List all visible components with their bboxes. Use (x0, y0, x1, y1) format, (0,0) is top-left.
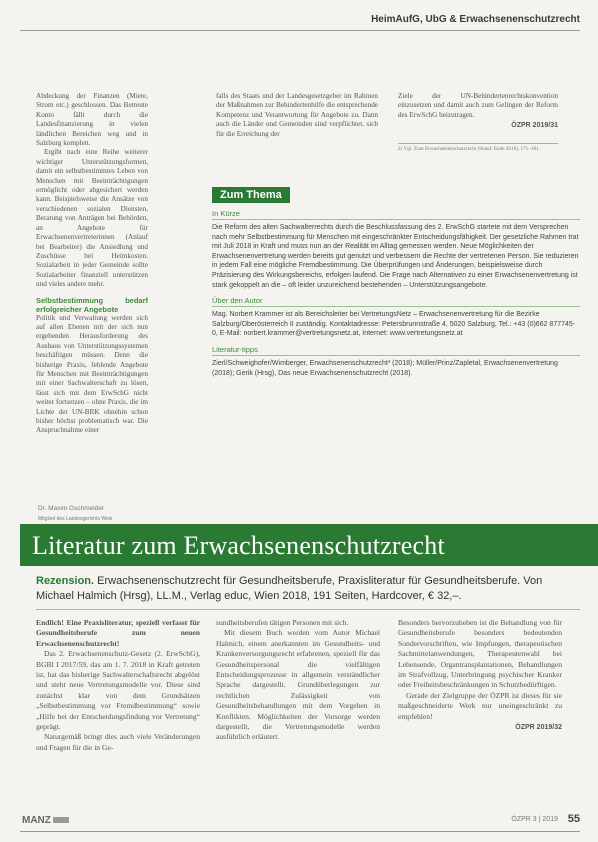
literatur-text: Zierl/Schweighofer/Wimberger, Erwachsenenschutzrecht³ (2018); Müller/Prinz/Zapletal, Erwachsenenvertretung (2018); Gerik (Hrsg), Das neue Erwachsenenschutzrecht (2018). (212, 359, 558, 377)
review-signature: ÖZPR 2019/32 (515, 724, 562, 732)
section-heading: Selbstbestimmung bedarf erfolgreicher Angebote (36, 295, 148, 314)
zum-thema-box (212, 185, 580, 463)
rezension-lead: Rezension. (36, 575, 95, 587)
section-banner (20, 524, 598, 566)
running-header-title: HeimAufG, UbG & Erwachsenenschutzrecht (371, 14, 580, 25)
paragraph: Ergibt nach eine Reihe weiterer wichtiger Unterstützungsformen, damit ein selbstbestimmtes Leben von Menschen mit Beeinträchtigungen ermöglicht oder abgesichert werden kann. Beispielsweise die Ansätze von verschiedenen sozialen Diensten, Beratung von Anträgen bei Behörden, an Angebote für Erwachsenenvertreterinnen (Anlauf bei Bearbeiter) die Ansiedlung und Zuschüsse bei Heimkosten. Sozialarbeit in jeder Gemeinde sollte Sozialarbeiter finanziell unterstützen und vieles andere mehr. (36, 148, 148, 289)
journal-issue: ÖZPR 3 | 2019 (511, 816, 558, 823)
publisher-name: MANZ (22, 815, 51, 826)
rezension-rule (36, 609, 580, 610)
zum-thema-label: Zum Thema (212, 187, 290, 203)
footer-rule (20, 831, 580, 832)
paragraph: sundheitsberufen tätigen Personen mit sich. (216, 618, 349, 627)
review-column-3 (398, 618, 562, 731)
author-role: Mitglied des Landesgerichts Wels (38, 516, 113, 522)
paragraph: Besonders hervorzuheben ist die Behandlung von für Gesundheitsberufe besonders bedeutenden Sondervorschriften, wie Impfungen, therapeutischen Sachmittelanwendungen, Therapeutenwahl bei Lebensende, Organtransplantationen, Behandlungen im Strafvollzug, Unterbringung psychischer Kranker oder Freiheitsbeschränkungen in Schutzbedürftigen. (398, 618, 562, 690)
article-signature: ÖZPR 2019/31 (511, 122, 558, 130)
paragraph: Das 2. Erwachsenenschutz-Gesetz (2. ErwSchG), BGBl I 2017/59, das am 1. 7. 2018 in Kraft getreten ist, hat das bisherige Sachwalterschaftsrecht abgelöst und steht neue Vertretungsmodelle vor. Diese sind zunächst klar von dem Grundsätzen „Selbstbestimmung vor Fremdbestimmung“ sowie „Hilfe bei der Entscheidungsfindung vor Vertretung“ geprägt. (36, 649, 200, 732)
publisher-logo (22, 815, 69, 826)
paragraph: Mit diesem Buch werden vom Autor Michael Halmich, einem anerkannten im Gesundheits- und Krankenversorgungsrecht erfahrenen, speziell für das Gesundheitspersonal die vielfältigen Entscheidungsprozesse in allgemein verständlicher Sprache dargestellt. Grundüberlegungen zur rechtlichen Zulässigkeit von Gesundheitsbehandlungen mit dem Vorgehen in Konflikten. Möglichkeiten der Vorsorge werden dargestellt, die Vertretungsmodelle werden ausführlich erläutert. (216, 628, 380, 742)
paragraph: Abdeckung der Finanzen (Miete, Strom etc.) geschlossen. Das Betreute Konto fällt durch die Landesfinanzierung in vielen ländlichen Bereichen weg und in Salzburg komplett. (36, 92, 148, 148)
in-kuerze-heading: In Kürze (212, 209, 580, 220)
author-name: Dr. Maxim Gschmeider (38, 505, 105, 512)
paragraph: falls des Staats und der Landesgesetzgeber im Rahmen der Maßnahmen zur Behindertenhilfe die entsprechende Kompetenz und Verantwortung für Angebote zu. Dann auch die Länder und Gemeinden sind verpflichtet, sich für die Erreichung der (216, 92, 378, 138)
rezension-heading (36, 574, 576, 603)
page-number: 55 (567, 813, 580, 825)
in-kuerze-text: Die Reform des alten Sachwalterrechts durch die Beschlussfassung des 2. ErwSchG startete mit dem Versprechen nach mehr Selbstbestimmung für Menschen mit eingeschränkter Entscheidungsfähigkeit. Der gesetzliche Rahmen trat mit Juli 2018 in Kraft und muss nun an der Realität im Alltag gemessen werden. Neue Möglichkeiten der Erwachsenenvertretung werden bereits gut genutzt und verbessern die Rechte der vertretenen Person. Sie reduzieren in jedem Fall eine mögliche Fremdbestimmung. Die Überprüfungen und Änderungen, beispielsweise durch Präzisierung des Wirkungsbereichs, erfolgen laufend. Die Frage nach Alternativen zu einer Erwachsenenvertretung ist stark gekoppelt an die – oft leider unzureichend bestehenden – Unterstützungsangebote. (212, 224, 579, 289)
literatur-heading: Literatur-tipps (212, 345, 580, 356)
paragraph: Naturgemäß bringt dies auch viele Veränderungen und Fragen für die in Ge- (36, 732, 200, 752)
paragraph: Endlich! Eine Praxisliteratur, speziell verfasst für Gesundheitsberufe zum neuen Erwachsenenschutzrecht! (36, 618, 200, 648)
paragraph: Politik und Verwaltung werden sich auf allen Ebenen mit der sich nun ergebenden Herausforderung des Ausbaus von Unterstützungssystemen beschäftigen müssen. Denn die bisherige Praxis, fehlende Angebote für Menschen mit Beeinträchtigungen mit einer Sachwalterschaft zu lösen, lässt sich mit dem ErwSchG nicht weiter fortsetzen – ohne Praxis, die im Lichte der UN-BRK ohnehin schon bisher höchst problematisch war. Die Anspruchnahme einer (36, 313, 148, 435)
paragraph: Ziele der UN-Behindertenrechtskonvention einzusetzen und damit auch zum Gelingen der Reform des ErwSchG beizutragen. (398, 92, 558, 119)
ueber-autor-heading: Über den Autor (212, 296, 580, 307)
review-column-2 (216, 618, 380, 743)
ueber-autor-text: Mag. Norbert Krammer ist als Bereichsleiter bei VertretungsNetz – Erwachsenenvertretung für die Bezirke Salzburg/Oberösterreich II zuständig. Kontaktadresse: Petersbrunnstraße 4, 5020 Salzburg, Tel.: +43 (0)662 877745-0, E-Mail: norbert.krammer@vertretungsnetz.at, Internet: www.vertretungsnetz.at (212, 311, 576, 338)
review-column-1 (36, 618, 200, 753)
running-header (0, 0, 598, 34)
top-article-column-3 (398, 92, 558, 152)
publisher-mark-icon (53, 817, 69, 823)
header-rule (20, 30, 580, 31)
top-article-column-1 (36, 92, 148, 436)
paragraph: Gerade der Zielgruppe der ÖZPR ist dieses für sie maßgeschneiderte Werk nur uneingeschränkt zu empfehlen! (398, 690, 562, 721)
top-article-column-2 (216, 92, 378, 139)
footnote: 2) Vgl. Zum Erwachsenenschutzrecht (Stand: Ende 2018), 171–181. (398, 143, 558, 152)
rezension-text: Erwachsenenschutzrecht für Gesundheitsberufe, Praxisliteratur für Gesundheitsberufe. Von Michael Halmich (Hrsg), LL.M., Verlag educ, Wien 2018, 191 Seiten, Hardcover, € 32,–. (36, 575, 543, 602)
banner-title: Literatur zum Erwachsenenschutzrecht (32, 531, 445, 560)
